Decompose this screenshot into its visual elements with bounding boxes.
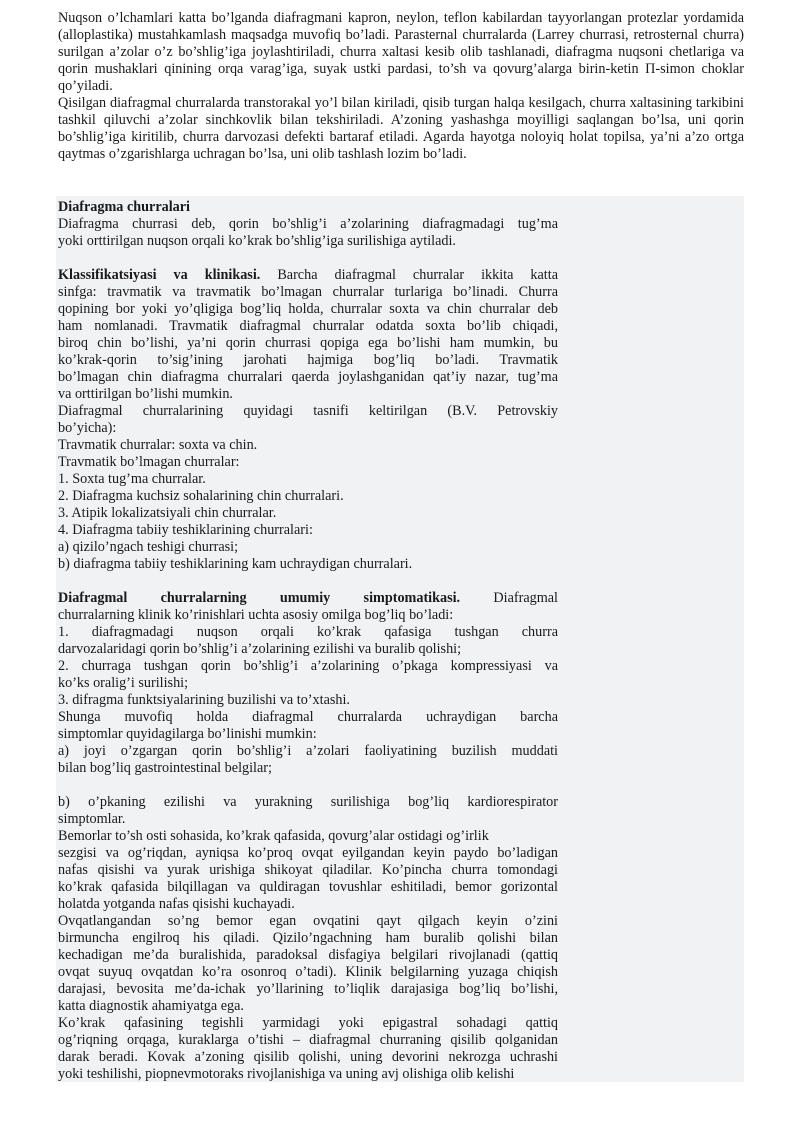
list-item: b) o’pkaning ezilishi va yurakning surilishiga bog’liq kardiorespirator	[58, 794, 558, 810]
text-line: darvozalaridagi qorin bo’shlig’i a’zolarining ezilishi va buralib qolishi;	[58, 641, 462, 657]
text-line: Bemorlar to’sh osti sohasida, ko’krak qafasida, qovurg’alar ostidagi og’irlik	[58, 828, 489, 844]
text-line: ko’krak-qorin to’sig’ining jarohati hajmiga bog’liq bo’ladi. Travmatik	[58, 352, 558, 368]
text-line: ko’krak qafasida bilqillagan va quldiragan tovushlar eshitiladi, bemor gorizontal	[58, 879, 558, 895]
text-line: bo’lmagan chin diafragma churralari qaerda joylashganidan qat’iy nazar, tug’ma	[58, 369, 558, 385]
text-line: qopining bor yoki yo’qligiga bog’liq holda, churralar soxta va chin churralar deb	[58, 301, 558, 317]
text-line: katta diagnostik ahamiyatga ega.	[58, 998, 244, 1014]
text-line: yoki orttirilgan nuqson orqali ko’krak bo’shlig’iga surilishiga aytiladi.	[58, 233, 456, 249]
text-line: Ko’krak qafasining tegishli yarmidagi yoki epigastral sohadagi qattiq	[58, 1015, 558, 1031]
text-line: bo’yicha):	[58, 420, 117, 436]
list-item: 2. churraga tushgan qorin bo’shlig’i a’zolarining o’pkaga kompressiyasi va	[58, 658, 558, 674]
text-line: holatda yotganda nafas qisishi kuchayadi.	[58, 896, 295, 912]
list-item: 3. difragma funktsiyalarining buzilishi va to’xtashi.	[58, 692, 350, 708]
section-heading-diafragma-churralari: Diafragma churralari	[58, 199, 190, 215]
text-line: Travmatik churralar: soxta va chin.	[58, 437, 258, 453]
text-line: darajasi, bevosita me’da-ichak yo’llarining to’liqlik darajasiga bog’liq bo’lishi,	[58, 981, 558, 997]
text-line: ovqat suyuq ovqatdan ko’ra osonroq o’tadi). Klinik belgilarning yuzaga chiqish	[58, 964, 558, 980]
section-heading-klassifikatsiya: Klassifikatsiyasi va klinikasi. Barcha diafragmal churralar ikkita katta	[58, 267, 558, 283]
text-line: bilan bog’liq gastrointestinal belgilar;	[58, 760, 272, 776]
section-heading-simptomatika: Diafragmal churralarning umumiy simptomatikasi. Diafragmal	[58, 590, 558, 606]
list-item: 2. Diafragma kuchsiz sohalarining chin churralari.	[58, 488, 344, 504]
text-line: sinfga: travmatik va travmatik bo’lmagan churralar turlariga bo’linadi. Churra	[58, 284, 558, 300]
text-line: yoki teshilishi, piopnevmotoraks rivojlanishiga va uning avj olishiga olib kelishi	[58, 1066, 515, 1082]
list-item: 1. Soxta tug’ma churralar.	[58, 471, 206, 487]
text-line: og’riqning orqaga, kuraklarga o’tishi – diafragmal churraning qisilib qolganidan	[58, 1032, 558, 1048]
list-item: 4. Diafragma tabiiy teshiklarining churralari:	[58, 522, 313, 538]
intro-paragraph-2: Qisilgan diafragmal churralarda transtorakal yo’l bilan kiriladi, qisib turgan halqa kesilgach, churra xaltasining tarkibini tashkil qiluvchi a’zolar sinchkovlik bilan tekshiriladi. A’zoning yashashga moyilligi saqlangan bo’lsa, uni qorin bo’shlig’iga kiritilib, churra darvozasi defekti bartaraf etiladi. Agarda hayotga noloyiq holat topilsa, ya’ni a’zo ortga qaytmas o’zgarishlarga uchragan bo’lsa, uni olib tashlash lozim bo’ladi.	[58, 95, 744, 162]
list-item: 1. diafragmadagi nuqson orqali ko’krak qafasiga tushgan churra	[58, 624, 558, 640]
list-item: a) joyi o’zgargan qorin bo’shlig’i a’zolari faoliyatining buzilish muddati	[58, 743, 558, 759]
text-line: nafas qisishi va yurak urishiga shikoyat qiladilar. Ko’pincha churra tomondagi	[58, 862, 558, 878]
list-item: 3. Atipik lokalizatsiyali chin churralar.	[58, 505, 277, 521]
text-line: Ovqatlangandan so’ng bemor egan ovqatini qayt qilgach keyin o’zini	[58, 913, 558, 929]
text-line: simptomlar quyidagilarga bo’linishi mumkin:	[58, 726, 317, 742]
list-item: b) diafragma tabiiy teshiklarining kam uchraydigan churralari.	[58, 556, 413, 572]
text-line: kechadigan me’da buralishida, paradoksal disfagiya belgilari rivojlanadi (qattiq	[58, 947, 558, 963]
intro-paragraph-1: Nuqson o’lchamlari katta bo’lganda diafragmani kapron, neylon, teflon kabilardan tayyorlangan protezlar yordamida (alloplastika) mustahkamlash maqsadga muvofiq bo’ladi. Parasternal churralarda (Larrey churrasi, retrosternal churra) surilgan a’zolar o’z bo’shlig’iga joylashtiriladi, churra xaltasi kesib olib tashlanadi, diafragma nuqsoni chetlariga va qorin mushaklari qinining orqa varag’iga, suyak ustki pardasi, to’sh va qovurg’alarga birin-ketin Π-simon choklar qo’yiladi.	[58, 10, 744, 94]
text-line: Travmatik bo’lmagan churralar:	[58, 454, 240, 470]
main-text-block	[58, 199, 558, 1083]
intro-text	[58, 10, 744, 163]
text-line: Diafragmal churralarining quyidagi tasnifi keltirilgan (B.V. Petrovskiy	[58, 403, 558, 419]
text-line: ham nomlanadi. Travmatik diafragmal churralar odatda soxta bo’lib chiqadi,	[58, 318, 558, 334]
text-line: sezgisi va og’riqdan, ayniqsa ko’proq ovqat eyilgandan keyin paydo bo’ladigan	[58, 845, 558, 861]
text-line: darak beradi. Kovak a’zoning qisilib qolishi, uning devorini nekrozga uchrashi	[58, 1049, 558, 1065]
text-line: churralarning klinik ko’rinishlari uchta asosiy omilga bog’liq bo’ladi:	[58, 607, 454, 623]
list-item: a) qizilo’ngach teshigi churrasi;	[58, 539, 239, 555]
text-line: simptomlar.	[58, 811, 126, 827]
text-line: birmuncha engilroq his qiladi. Qizilo’ngachning ham buralib qolishi bilan	[58, 930, 558, 946]
text-line: Diafragma churrasi deb, qorin bo’shlig’i a’zolarining diafragmadagi tug’ma	[58, 216, 558, 232]
text-line: Shunga muvofiq holda diafragmal churralarda uchraydigan barcha	[58, 709, 558, 725]
text-line: biroq chin bo’lishi, ya’ni qorin churrasi qopiga ega bo’lishi ham mumkin, bu	[58, 335, 558, 351]
text-line: ko’ks oralig’i surilishi;	[58, 675, 189, 691]
text-line: va orttirilgan bo’lishi mumkin.	[58, 386, 233, 402]
